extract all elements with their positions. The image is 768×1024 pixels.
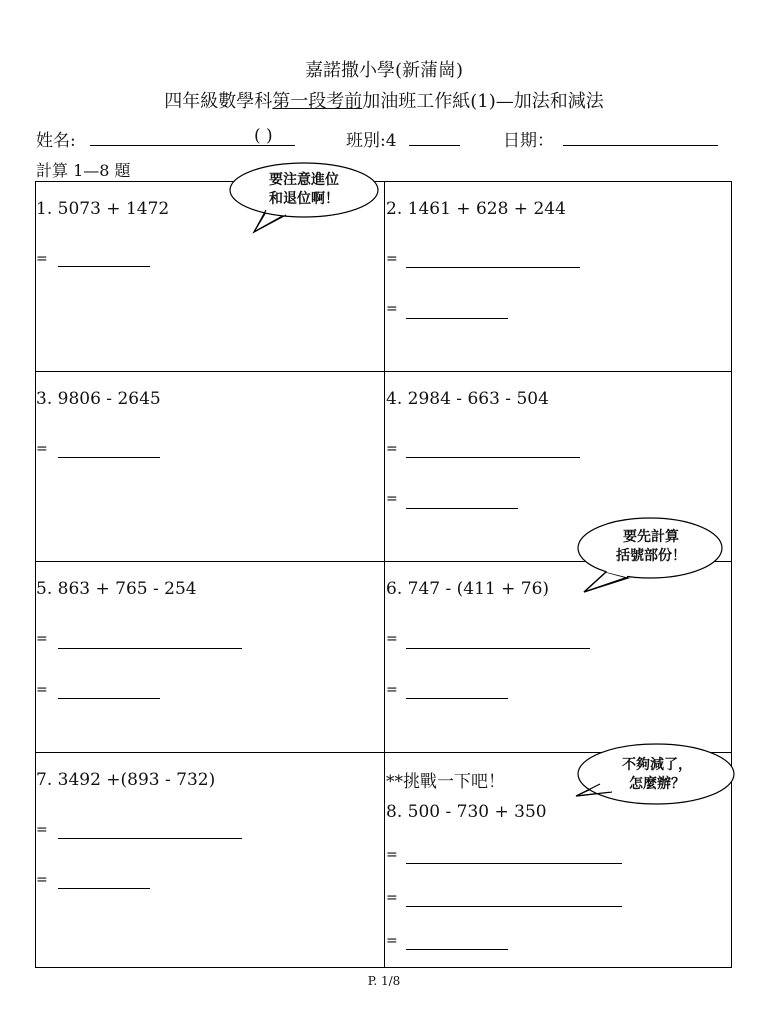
answer-line[interactable] [58, 838, 242, 839]
answer-line[interactable] [58, 457, 160, 458]
bubble-borrow-text [598, 756, 716, 794]
question-7: 7. 3492 +(893 - 732) [36, 770, 216, 790]
section-label: 計算 1—8 題 [36, 161, 131, 180]
equals-sign: = [36, 822, 48, 838]
class-number-paren: ( ) [254, 126, 273, 146]
school-name: 嘉諾撒小學(新蒲崗) [304, 60, 464, 81]
equals-sign: = [386, 847, 398, 863]
answer-line[interactable] [58, 888, 150, 889]
equals-sign: = [36, 872, 48, 888]
equals-sign: = [36, 631, 48, 647]
class-field[interactable] [409, 145, 460, 146]
date-label: 日期： [503, 131, 554, 151]
equals-sign: = [386, 933, 398, 949]
equals-sign: = [386, 491, 398, 507]
equals-sign: = [36, 441, 48, 457]
page-number: P. 1/8 [367, 974, 401, 988]
equals-sign: = [36, 682, 48, 698]
bubble-brackets-line-1: 要先計算 [623, 529, 679, 545]
question-6: 6. 747 - (411 + 76) [386, 579, 550, 599]
grid-divider-row-1 [35, 371, 732, 372]
title-underlined: 第一段考前 [272, 91, 363, 112]
equals-sign: = [386, 251, 398, 267]
name-label: 姓名: [36, 131, 76, 151]
answer-line[interactable] [406, 906, 622, 907]
bubble-brackets-line-2: 括號部份！ [616, 548, 686, 564]
answer-line[interactable] [58, 266, 150, 267]
equals-sign: = [386, 441, 398, 457]
equals-sign: = [386, 682, 398, 698]
grid-divider-vertical [384, 181, 385, 968]
worksheet-title [0, 87, 768, 113]
answer-line[interactable] [406, 267, 580, 268]
question-3: 3. 9806 - 2645 [36, 389, 161, 409]
bubble-brackets-text [598, 528, 704, 566]
answer-line[interactable] [406, 863, 622, 864]
equals-sign: = [386, 301, 398, 317]
bubble-carry-line-2: 和退位啊！ [269, 191, 339, 207]
answer-line[interactable] [406, 457, 580, 458]
bubble-borrow-line-1: 不夠減了， [622, 757, 692, 773]
answer-line[interactable] [406, 949, 508, 950]
answer-line[interactable] [406, 508, 518, 509]
answer-line[interactable] [58, 648, 242, 649]
answer-line[interactable] [406, 318, 508, 319]
question-8: 8. 500 - 730 + 350 [386, 802, 547, 822]
question-2: 2. 1461 + 628 + 244 [386, 199, 566, 219]
challenge-label: **挑戰一下吧！ [386, 772, 505, 792]
question-4: 4. 2984 - 663 - 504 [386, 389, 549, 409]
equals-sign: = [386, 631, 398, 647]
question-1: 1. 5073 + 1472 [36, 199, 170, 219]
answer-line[interactable] [58, 698, 160, 699]
bubble-carry-line-1: 要注意進位 [269, 172, 339, 188]
title-subject: 四年級數學科 [164, 91, 273, 112]
question-5: 5. 863 + 765 - 254 [36, 579, 197, 599]
answer-line[interactable] [406, 698, 508, 699]
answer-line[interactable] [406, 648, 590, 649]
bubble-carry-text [254, 171, 354, 209]
date-field[interactable] [563, 145, 718, 146]
bubble-borrow-line-2: 怎麼辦？ [629, 776, 685, 792]
equals-sign: = [36, 251, 48, 267]
equals-sign: = [386, 890, 398, 906]
class-label: 班別:4 [346, 131, 397, 151]
title-topic: 加油班工作紙(1)—加法和減法 [362, 91, 604, 112]
